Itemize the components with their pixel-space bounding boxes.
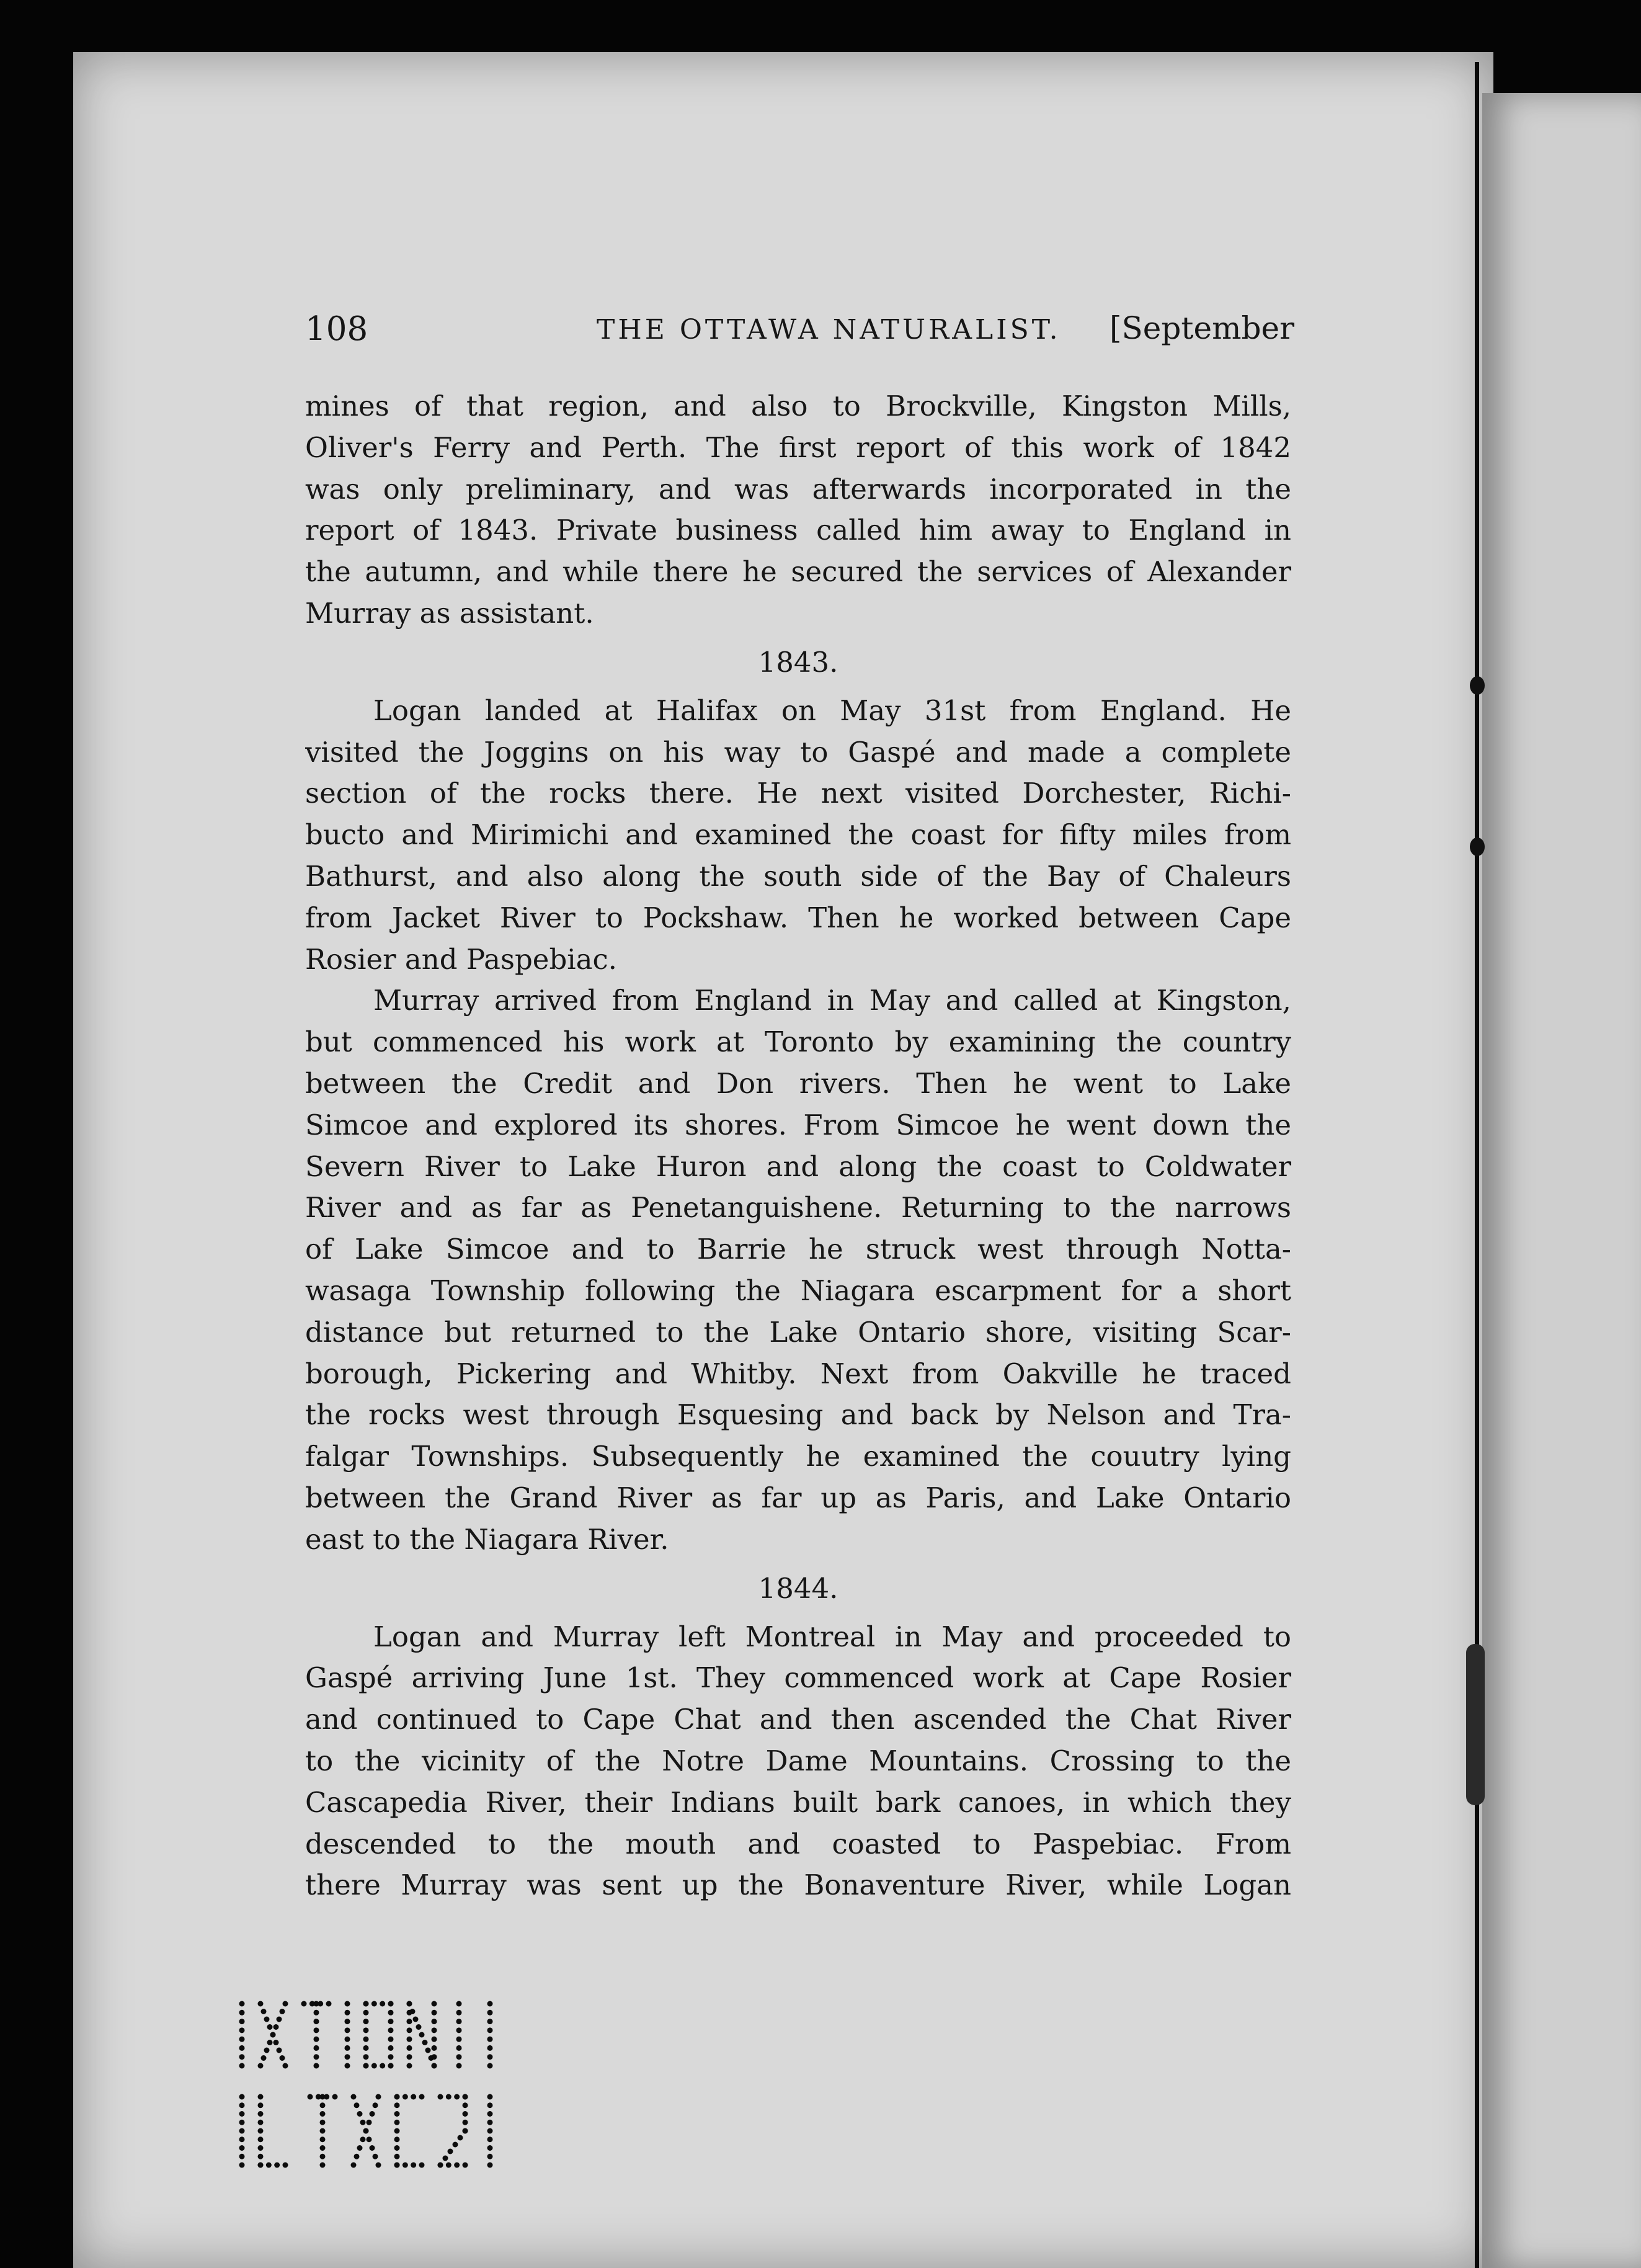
perforation-dot [416,2024,422,2030]
perforation-dot [239,2054,245,2060]
perforation-dot [388,2063,394,2069]
text-line: descended to the mouth and coasted to Paspebiac. From [305,1827,1291,1860]
perforation-dot [266,2163,272,2168]
perforation-dot [345,2063,350,2069]
perforation-dot [239,2045,245,2051]
perforation-dot [448,2149,453,2154]
perforation-dot [394,2145,400,2151]
section-year-heading: 1844. [758,1571,838,1605]
perforation-dot [261,2055,267,2061]
perforation-dot [258,2063,264,2069]
perforation-dot [308,2094,313,2100]
perforation-dot [314,2010,319,2016]
perforation-dot [407,2027,412,2033]
perforation-dot [258,2120,264,2125]
perforation-dot [314,2027,319,2033]
perforation-dot [370,2145,375,2151]
perforation-dot [487,2010,493,2016]
perforation-dot [258,2163,264,2168]
text-line: Gaspé arriving June 1st. They commenced work at Cape Rosier [305,1661,1291,1695]
perforation-dot [456,2010,462,2016]
perforation-dot [274,2024,279,2030]
perforation-dot [432,2010,437,2016]
text-line: report of 1843. Private business called him away to England in [305,514,1291,547]
perforation-dot [363,2054,369,2060]
text-line: of Lake Simcoe and to Barrie he struck west through Notta- [305,1233,1291,1266]
perforation-dot [456,2045,462,2051]
perforation-dot [394,2111,400,2117]
text-line: borough, Pickering and Whitby. Next from Oakville he traced [305,1357,1291,1390]
perforation-dot [487,2154,493,2159]
perforation-dot [320,2111,326,2117]
text-line: Logan and Murray left Montreal in May and proceeded to [373,1620,1291,1653]
perforation-dot [314,2001,319,2007]
perforation-dot [363,2010,369,2016]
perforation-dot [314,2063,319,2069]
perforation-dot [301,2001,307,2007]
perforation-dot [407,2045,412,2051]
perforation-dot [419,2163,425,2168]
perforation-dot [487,2045,493,2051]
perforation-dot [320,2163,326,2168]
perforation-dot [394,2128,400,2134]
perforation-dot [413,2017,419,2022]
perforation-dot [314,2045,319,2051]
perforation-dot [487,2128,493,2134]
perforation-dot [432,2045,437,2051]
perforation-dot [388,2054,394,2060]
perforation-dot [487,2019,493,2024]
perforation-dot [394,2120,400,2125]
text-line: the autumn, and while there he secured the services of Alexander [305,555,1291,589]
perforation-dot [463,2111,468,2117]
perforation-dot [487,2136,493,2142]
text-line: the rocks west through Esquesing and back by Nelson and Tra- [305,1398,1291,1432]
perforation-dot [239,2120,245,2125]
perforation-dot [351,2163,357,2168]
perforation-dot [432,2054,437,2060]
perforation-dot [463,2102,468,2108]
perforation-dot [280,2055,285,2061]
perforation-dot [419,2094,425,2100]
perforation-dot [487,2037,493,2042]
text-line: River and as far as Penetanguishene. Returning to the narrows [305,1191,1291,1225]
perforation-dot [239,2128,245,2134]
perforation-dot [239,2094,245,2100]
perforation-dot [438,2094,443,2100]
perforation-dot [363,2063,369,2069]
perforation-dot [258,2094,264,2100]
perforation-dot [239,2163,245,2168]
perforation-dot [453,2142,458,2148]
text-line: to the vicinity of the Notre Dame Mountains. Crossing to the [305,1744,1291,1777]
perforation-dot [370,2111,375,2117]
perforation-dot [407,2054,412,2060]
perforation-dot [376,2163,381,2168]
perforation-dot [345,2019,350,2024]
perforation-dot [407,2001,412,2007]
perforation-dot [432,2037,437,2042]
perforation-dot [314,2037,319,2042]
perforation-dot [407,2019,412,2024]
perforation-dot [463,2120,468,2125]
perforation-dot [239,2037,245,2042]
perforation-dot [394,2102,400,2108]
perforation-dot [239,2102,245,2108]
perforation-dot [438,2163,443,2168]
perforation-dot [239,2010,245,2016]
running-header [305,310,1294,360]
perforation-dot [432,2001,437,2007]
perforation-dot [463,2128,468,2134]
perforation-dot [239,2063,245,2069]
perforation-dot [487,2111,493,2117]
perforation-dot [458,2135,463,2141]
perforation-dot [258,2111,264,2117]
perforation-dot [380,2001,385,2007]
perforation-dot [345,2037,350,2042]
perforation-dot [376,2094,381,2100]
text-line: from Jacket River to Pockshaw. Then he worked between Cape [305,901,1291,934]
page-number: 108 [305,310,368,348]
perforation-dot [320,2145,326,2151]
text-line: Bathurst, and also along the south side of the Bay of Chaleurs [305,859,1291,893]
text-line: Murray arrived from England in May and called at Kingston, [373,984,1291,1017]
text-line: and continued to Cape Chat and then ascended the Chat River [305,1703,1291,1736]
text-line: between the Grand River as far up as Paris, and Lake Ontario [305,1481,1291,1514]
perforation-dot [239,2145,245,2151]
perforation-dot [394,2163,400,2168]
text-line: falgar Townships. Subsequently he examined the couutry lying [305,1440,1291,1473]
perforation-dot [267,2024,273,2030]
perforation-dot [363,2027,369,2033]
perforation-dot [456,2054,462,2060]
text-line: Logan landed at Halifax on May 31st from England. He [373,694,1291,727]
running-title: THE OTTAWA NATURALIST. [597,314,1061,346]
perforation-dot [274,2040,279,2045]
perforated-library-stamp [229,1979,564,2184]
perforation-dot [351,2094,357,2100]
text-line: between the Credit and Don rivers. Then he went to Lake [305,1066,1291,1100]
perforation-dot [456,2063,462,2069]
perforation-dot [425,2048,431,2053]
perforation-dot [258,2136,264,2142]
perforation-dot [258,2145,264,2151]
perforation-dot [388,2001,394,2007]
perforation-dot [283,2001,288,2007]
perforation-dot [487,2163,493,2168]
text-line: Rosier and Paspebiac. [305,942,617,976]
text-line: was only preliminary, and was afterwards incorporated in the [305,472,1291,506]
spine-mark [1466,1644,1485,1805]
perforation-dot [388,2027,394,2033]
text-line: Severn River to Lake Huron and along the coast to Coldwater [305,1150,1291,1183]
perforation-dot [320,2094,326,2100]
perforation-dot [487,2054,493,2060]
perforation-dot [239,2019,245,2024]
perforation-dot [363,2037,369,2042]
text-line: Simcoe and explored its shores. From Simcoe he went down the [305,1108,1291,1141]
perforation-dot [367,2136,372,2142]
perforation-dot [367,2120,372,2125]
perforation-dot [345,2010,350,2016]
perforation-dot [332,2094,338,2100]
perforation-dot [443,2156,448,2161]
perforation-dot [411,2163,416,2168]
perforation-dot [487,2027,493,2033]
perforation-dot [239,2001,245,2007]
section-year-heading: 1843. [758,645,838,679]
text-line: but commenced his work at Toronto by examining the country [305,1025,1291,1059]
perforation-dot [363,2045,369,2051]
perforation-dot [373,2154,378,2159]
perforation-dot [456,2027,462,2033]
text-line: there Murray was sent up the Bonaventure River, while Logan [305,1868,1291,1902]
spine-mark [1470,676,1485,695]
perforation-dot [411,2094,416,2100]
perforation-dot [267,2040,273,2045]
perforation-dot [258,2102,264,2108]
perforation-dot [363,2001,369,2007]
perforation-dot [454,2163,460,2168]
text-line: wasaga Township following the Niagara escarpment for a short [305,1274,1291,1307]
perforation-dot [345,2054,350,2060]
perforation-dot [239,2027,245,2033]
perforation-dot [239,2111,245,2117]
perforation-dot [456,2019,462,2024]
perforation-dot [283,2163,288,2168]
perforation-dot [314,2019,319,2024]
perforation-dot [446,2094,451,2100]
perforation-dot [239,2136,245,2142]
perforation-dot [320,2102,326,2108]
perforation-dot [277,2017,282,2022]
text-line: distance but returned to the Lake Ontario shore, visiting Scar- [305,1315,1291,1349]
perforation-dot [422,2040,428,2045]
perforation-dot [354,2102,360,2108]
perforation-dot [463,2163,468,2168]
perforation-dot [487,2102,493,2108]
perforation-dot [394,2154,400,2159]
perforation-dot [371,2063,377,2069]
perforation-dot [394,2136,400,2142]
running-month: [September [1110,310,1294,346]
perforation-dot [394,2094,400,2100]
perforation-dot [360,2136,366,2142]
perforation-dot [432,2027,437,2033]
perforation-dot [402,2094,408,2100]
perforation-dot [371,2001,377,2007]
perforation-dot [432,2019,437,2024]
text-line: Oliver's Ferry and Perth. The first report of this work of 1842 [305,431,1291,464]
book-gutter [1475,62,1479,2268]
perforation-dot [345,2045,350,2051]
perforation-dot [320,2136,326,2142]
perforation-dot [487,2145,493,2151]
perforation-dot [487,2063,493,2069]
perforation-dot [277,2048,282,2053]
perforation-dot [402,2163,408,2168]
perforation-dot [354,2154,360,2159]
perforation-dot [419,2032,425,2038]
perforation-dot [463,2094,468,2100]
perforation-dot [239,2154,245,2159]
perforation-dot [345,2027,350,2033]
perforation-dot [363,2128,369,2134]
perforation-dot [320,2120,326,2125]
perforation-dot [407,2037,412,2042]
text-line: east to the Niagara River. [305,1522,669,1556]
spine-mark [1470,837,1485,856]
perforation-dot [264,2048,270,2053]
perforation-dot [432,2063,437,2069]
perforation-dot [320,2128,326,2134]
perforation-dot [363,2019,369,2024]
perforation-dot [258,2154,264,2159]
perforation-dot [373,2102,378,2108]
perforation-dot [454,2094,460,2100]
perforation-dot [388,2019,394,2024]
perforation-dot [283,2063,288,2069]
facing-page-edge [1482,93,1641,2268]
perforation-dot [345,2001,350,2007]
perforation-dot [326,2001,332,2007]
perforation-dot [270,2032,276,2038]
perforation-dot [357,2111,363,2117]
perforation-dot [314,2054,319,2060]
perforation-dot [380,2063,385,2069]
text-line: Murray as assistant. [305,596,594,630]
perforation-dot [456,2037,462,2042]
text-line: section of the rocks there. He next visited Dorchester, Richi- [305,777,1291,810]
text-line: visited the Joggins on his way to Gaspé and made a complete [305,735,1291,769]
perforation-dot [487,2094,493,2100]
perforation-dot [258,2128,264,2134]
text-line: mines of that region, and also to Brockville, Kingston Mills, [305,390,1291,422]
perforation-dot [258,2001,264,2007]
perforation-dot [320,2154,326,2159]
perforation-dot [357,2145,363,2151]
perforation-dot [407,2063,412,2069]
perforation-dot [388,2037,394,2042]
perforation-dot [388,2045,394,2051]
perforation-dot [264,2017,270,2022]
body-text [305,386,1291,1906]
perforation-dot [280,2009,285,2014]
perforation-dot [410,2009,416,2014]
perforation-dot [360,2120,366,2125]
perforation-dot [261,2009,267,2014]
perforation-dot [487,2001,493,2007]
perforation-dot [274,2163,280,2168]
text-line: bucto and Mirimichi and examined the coast for fifty miles from [305,818,1291,852]
perforation-dot [446,2163,451,2168]
text-line: Cascapedia River, their Indians built bark canoes, in which they [305,1785,1291,1819]
perforation-dot [456,2001,462,2007]
perforation-dot [388,2010,394,2016]
perforation-dot [487,2120,493,2125]
